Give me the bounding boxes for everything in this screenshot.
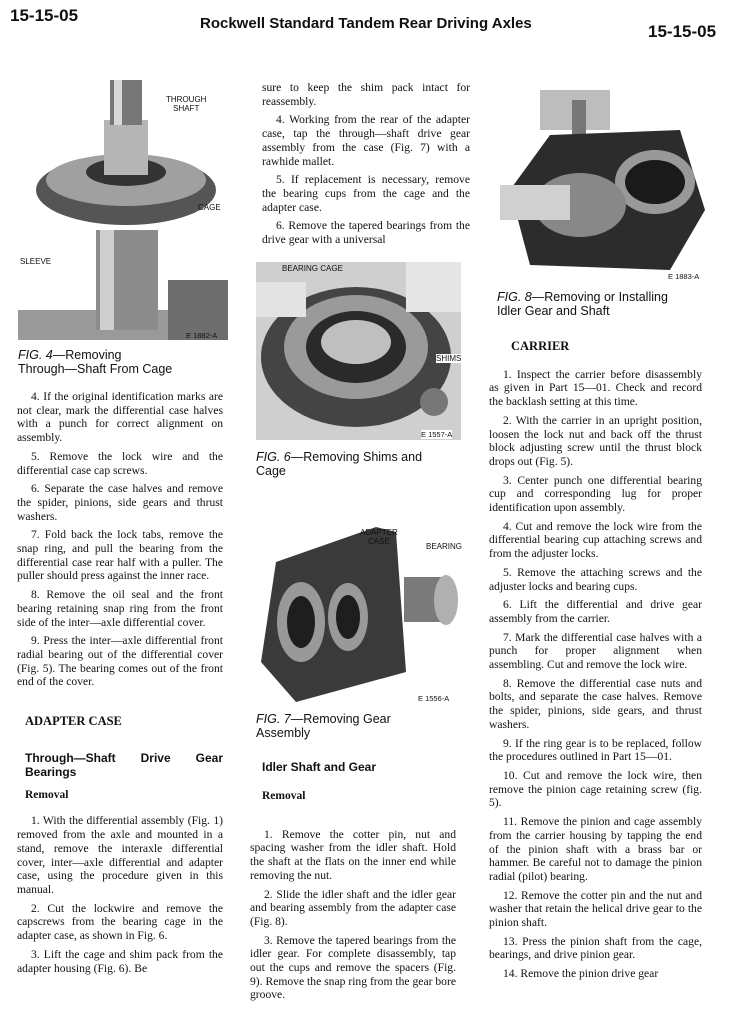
column-2-top xyxy=(262,81,470,252)
figure-4-photo xyxy=(18,80,228,340)
figure-8-caption-text: —Removing or Installing Idler Gear and Shaft xyxy=(497,290,668,318)
paragraph: 9. If the ring gear is to be replaced, follow the procedures outlined in Part 15—01. xyxy=(489,736,702,764)
col1-paragraphs xyxy=(17,390,223,689)
page-title: Rockwell Standard Tandem Rear Driving Axles xyxy=(200,15,532,32)
figure-6-photo xyxy=(256,262,461,440)
paragraph: 9. Press the inter—axle differential front radial bearing out of the differential cover (Fig. 5). The bearing comes out of the front end of the cover. xyxy=(17,634,223,689)
right-page-number: 15-15-05 xyxy=(648,22,717,41)
label-bearing: BEARING xyxy=(426,542,463,551)
figure-6-illustration xyxy=(256,262,461,440)
label-adapter-case: ADAPTER CASE xyxy=(360,528,398,546)
figure-6-caption-label: FIG. 6 xyxy=(256,450,291,464)
paragraph: 2. With the carrier in an upright position, loosen the lock nut and back off the thrust block adjusting screw until the thrust block drops out (Fig. 5). xyxy=(489,413,702,468)
paragraph: 14. Remove the pinion drive gear xyxy=(503,967,659,981)
figure-4-number: E 1882-A xyxy=(186,331,218,340)
paragraph: 10. Cut and remove the lock wire, then remove the pinion cage retaining screw (fig. 5). xyxy=(489,768,702,810)
paragraph: 7. Fold back the lock tabs, remove the snap ring, and pull the bearing from the differential case rear half with a puller. The puller should press against the inner race. xyxy=(17,528,223,583)
label-cage: CAGE xyxy=(198,203,221,212)
heading-removal-2: Removal xyxy=(262,790,306,802)
paragraph: 6. Separate the case halves and remove the spider, pinions, side gears and thrust washers. xyxy=(17,482,223,523)
figure-7-caption-text: —Removing Gear Assembly xyxy=(256,712,391,740)
paragraph: 1. Inspect the carrier before disassembly as given in Part 15—01. Check and record the backlash setting at this time. xyxy=(489,367,702,409)
paragraph: 5. Remove the attaching screws and the adjuster locks and bearing cups. xyxy=(489,565,702,593)
heading-adapter-case: ADAPTER CASE xyxy=(25,714,122,729)
paragraph: sure to keep the shim pack intact for reassembly. xyxy=(262,81,470,108)
label-sleeve: SLEEVE xyxy=(20,257,52,266)
column-3 xyxy=(489,340,702,986)
paragraph: 2. Slide the idler shaft and the idler gear and bearing assembly from the adapter case (Fig. 8). xyxy=(250,887,456,928)
figure-6-caption-text: —Removing Shims and Cage xyxy=(256,450,423,478)
paragraph: 3. Lift the cage and shim pack from the adapter housing (Fig. 6). Be xyxy=(17,947,223,975)
figure-8-number: E 1883-A xyxy=(668,272,700,281)
paragraph: 13. Press the pinion shaft from the cage, bearings, and drive pinion gear. xyxy=(489,934,702,962)
figure-8-photo xyxy=(500,90,710,282)
figure-4-illustration xyxy=(18,80,228,340)
paragraph: 1. Remove the cotter pin, nut and spacing washer from the idler shaft. Hold the shaft at the flats on the inner end while removing the nut. xyxy=(250,827,456,882)
heading-idler-shaft-gear: Idler Shaft and Gear xyxy=(262,760,377,774)
figure-7-number: E 1556-A xyxy=(418,694,450,703)
figure-4-caption-text: —Removing Through—Shaft From Cage xyxy=(18,348,173,376)
paragraph: 4. Cut and remove the lock wire from the differential bearing cup attaching screws and from the adjuster locks. xyxy=(489,519,702,561)
paragraph: 7. Mark the differential case halves with a punch for proper alignment when assembling. Cut and remove the lock wire. xyxy=(489,630,702,672)
figure-6-caption xyxy=(256,450,466,478)
figure-7-caption xyxy=(256,712,466,740)
paragraph: 4. Working from the rear of the adapter case, tap the through—shaft drive gear assembly from the case (Fig. 7) with a rawhide mallet. xyxy=(262,113,470,168)
paragraph: 8. Remove the oil seal and the front bearing retaining snap ring from the front side of the inter—axle differential cover. xyxy=(17,588,223,629)
paragraph: 12. Remove the cotter pin and the nut and washer that retain the helical drive gear to the pinion shaft. xyxy=(489,888,702,930)
col1-removal-paragraphs xyxy=(17,814,223,975)
left-page-number: 15-15-05 xyxy=(10,6,79,25)
col2-removal-paragraphs xyxy=(250,828,456,1002)
paragraph: 2. Cut the lockwire and remove the capscrews from the bearing cage in the adapter case, as shown in Fig. 6. xyxy=(17,901,223,943)
heading-removal-1: Removal xyxy=(25,788,69,801)
paragraph: 3. Center punch one differential bearing cup and corresponding lug for proper identification upon assembly. xyxy=(489,473,702,515)
paragraph: 4. If the original identification marks are not clear, mark the differential case halves with a punch for correct alignment on assembly. xyxy=(17,390,223,445)
label-bearing-cage: BEARING CAGE xyxy=(282,264,343,273)
label-through-shaft: THROUGH SHAFT xyxy=(166,95,207,113)
paragraph: 1. With the differential assembly (Fig. 1) removed from the axle and mounted in a stand, remove the interaxle differential cover, inter—axle differential and adapter case, using the procedure given in this manual. xyxy=(17,814,223,896)
paragraph: 11. Remove the pinion and cage assembly from the carrier housing by tapping the end of the pinion shaft with a brass bar or hammer. Be careful not to damage the pinion radial (pilot) bearing. xyxy=(489,815,702,883)
paragraph: 6. Lift the differential and drive gear assembly from the carrier. xyxy=(489,598,702,625)
heading-through-shaft-bearings: Through—Shaft Drive Gear Bearings xyxy=(25,750,223,779)
figure-4-caption-label: FIG. 4 xyxy=(18,348,53,362)
paragraph: 5. Remove the lock wire and the differential case cap screws. xyxy=(17,449,223,477)
paragraph: 6. Remove the tapered bearings from the drive gear with a universal xyxy=(262,219,470,247)
figure-6-number: E 1557-A xyxy=(421,430,453,439)
paragraph: 5. If replacement is necessary, remove the bearing cups from the cage and the adapter case. xyxy=(262,173,470,214)
paragraph: 3. Remove the tapered bearings from the idler gear. For complete disassembly, tap out the cups and remove the spacers (Fig. 9). Remove the snap ring from the gear bore groove. xyxy=(250,933,456,1002)
column-1 xyxy=(17,390,223,980)
column-2-bottom xyxy=(250,760,456,1007)
figure-8-caption-label: FIG. 8 xyxy=(497,290,532,304)
figure-4-caption xyxy=(18,348,228,376)
figure-7-caption-label: FIG. 7 xyxy=(256,712,291,726)
figure-8-caption xyxy=(497,290,717,318)
figure-7-photo xyxy=(256,522,466,707)
figure-8-illustration xyxy=(500,90,710,282)
paragraph: 8. Remove the differential case nuts and bolts, and separate the case halves. Remove the spider, pinions, side gears, and thrust washers. xyxy=(489,676,702,731)
col3-paragraphs xyxy=(489,368,702,981)
label-shims: SHIMS xyxy=(436,354,461,363)
heading-carrier: CARRIER xyxy=(511,339,570,353)
